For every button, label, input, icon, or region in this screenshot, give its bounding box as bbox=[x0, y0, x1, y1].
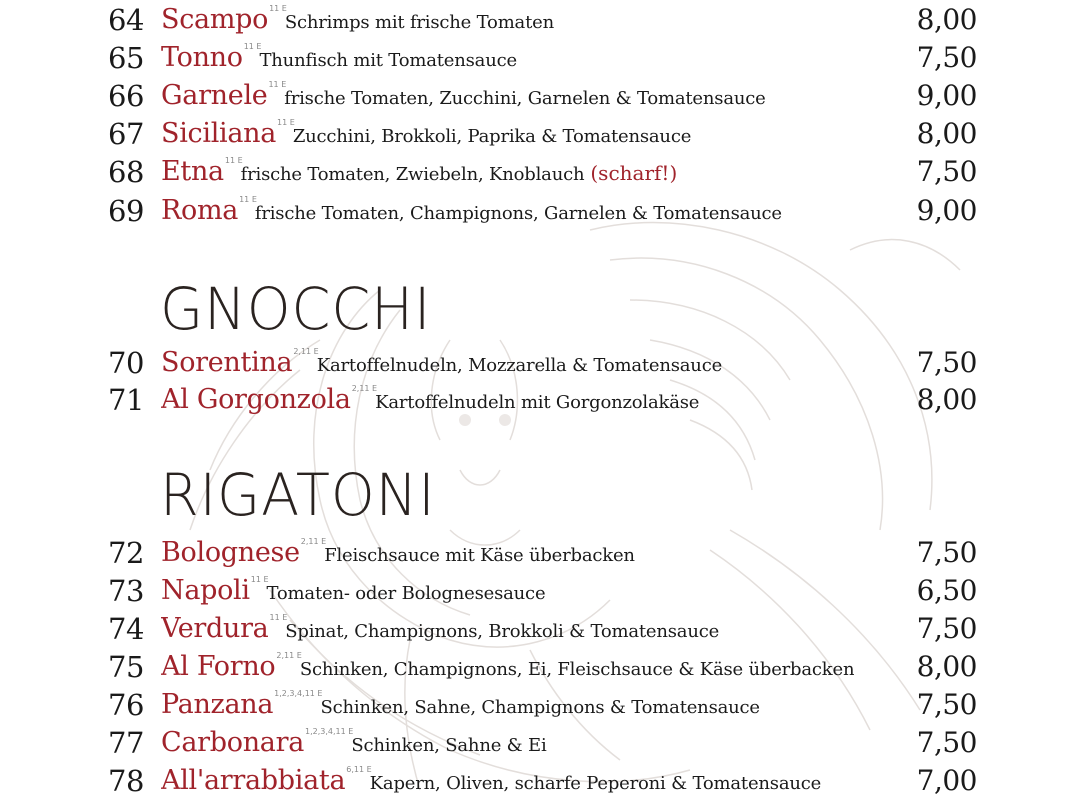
menu-item-row bbox=[0, 762, 1080, 800]
additives-label: 11 E bbox=[239, 195, 257, 204]
dish-description: frische Tomaten, Champignons, Garnelen & Tomatensauce bbox=[254, 203, 782, 224]
dish-description: frische Tomaten, Zwiebeln, Knoblauch bbox=[240, 164, 585, 185]
additives-label: 1,2,3,4,11 E bbox=[305, 727, 354, 736]
dish-name: All'arrabbiata bbox=[161, 765, 346, 796]
item-text bbox=[161, 192, 782, 236]
dish-name: Roma bbox=[161, 195, 239, 226]
dish-description: Zucchini, Brokkoli, Paprika & Tomatensauce bbox=[292, 126, 692, 147]
item-number: 78 bbox=[108, 764, 144, 798]
item-price: 7,50 bbox=[916, 688, 977, 721]
dish-description: Kapern, Oliven, scharfe Peperoni & Tomatensauce bbox=[369, 773, 822, 794]
item-price: 7,50 bbox=[916, 346, 977, 379]
dish-name: Tonno bbox=[161, 42, 243, 73]
additives-label: 2,11 E bbox=[293, 347, 319, 356]
dish-description: frische Tomaten, Zucchini, Garnelen & Tomatensauce bbox=[284, 88, 766, 109]
dish-name: Bolognese bbox=[161, 537, 300, 568]
item-price: 7,50 bbox=[916, 41, 977, 74]
dish-name: Al Gorgonzola bbox=[161, 384, 351, 415]
section-heading-gnocchi: GNOCCHI bbox=[160, 275, 432, 343]
dish-description: Schinken, Champignons, Ei, Fleischsauce & Käse überbacken bbox=[299, 659, 855, 680]
additives-label: 2,11 E bbox=[300, 537, 327, 546]
additives-label: 11 E bbox=[269, 613, 288, 622]
menu-item-row bbox=[0, 77, 1080, 115]
item-number: 74 bbox=[108, 612, 144, 646]
menu-item-row bbox=[0, 39, 1080, 77]
item-number: 64 bbox=[108, 3, 144, 37]
dish-description: Thunfisch mit Tomatensauce bbox=[259, 50, 517, 71]
item-number: 70 bbox=[108, 346, 144, 380]
dish-description: Tomaten- oder Bolognesesauce bbox=[266, 583, 546, 604]
item-number: 77 bbox=[108, 726, 144, 760]
dish-description: Fleischsauce mit Käse überbacken bbox=[324, 545, 635, 566]
menu-item-row bbox=[0, 572, 1080, 610]
dish-description: Schrimps mit frische Tomaten bbox=[284, 12, 554, 33]
item-price: 8,00 bbox=[916, 383, 977, 416]
additives-label: 2,11 E bbox=[351, 384, 378, 393]
item-number: 65 bbox=[108, 41, 144, 75]
additives-label: 11 E bbox=[250, 575, 269, 584]
dish-name: Sorentina bbox=[161, 347, 293, 378]
item-number: 71 bbox=[108, 383, 144, 417]
item-price: 8,00 bbox=[916, 650, 977, 683]
item-price: 9,00 bbox=[916, 194, 977, 227]
menu-item-row bbox=[0, 115, 1080, 153]
item-price: 7,50 bbox=[916, 726, 977, 759]
additives-label: 11 E bbox=[243, 42, 262, 51]
item-text bbox=[161, 762, 821, 806]
item-price: 7,50 bbox=[916, 536, 977, 569]
dish-description: Schinken, Sahne, Champignons & Tomatensauce bbox=[320, 697, 760, 718]
item-price: 7,50 bbox=[916, 155, 977, 188]
additives-label: 11 E bbox=[277, 118, 295, 127]
item-number: 68 bbox=[108, 155, 144, 189]
dish-description: Kartoffelnudeln, Mozzarella & Tomatensauce bbox=[316, 355, 723, 376]
menu-item-row bbox=[0, 344, 1080, 382]
item-number: 67 bbox=[108, 117, 144, 151]
item-price: 8,00 bbox=[916, 117, 977, 150]
spicy-note: (scharf!) bbox=[590, 161, 678, 185]
dish-name: Scampo bbox=[161, 4, 269, 35]
additives-label: 11 E bbox=[268, 80, 287, 89]
menu-item-row bbox=[0, 724, 1080, 762]
item-price: 7,00 bbox=[916, 764, 977, 797]
menu-item-row bbox=[0, 192, 1080, 230]
item-number: 69 bbox=[108, 194, 144, 228]
item-number: 76 bbox=[108, 688, 144, 722]
menu-item-row bbox=[0, 1, 1080, 39]
dish-name: Al Forno bbox=[161, 651, 276, 682]
item-number: 66 bbox=[108, 79, 144, 113]
menu-item-row bbox=[0, 534, 1080, 572]
item-number: 73 bbox=[108, 574, 144, 608]
dish-name: Carbonara bbox=[161, 727, 304, 758]
additives-label: 11 E bbox=[224, 156, 243, 165]
item-price: 8,00 bbox=[916, 3, 977, 36]
dish-description: Schinken, Sahne & Ei bbox=[351, 735, 547, 756]
menu-item-row bbox=[0, 153, 1080, 191]
item-price: 9,00 bbox=[916, 79, 977, 112]
dish-name: Verdura bbox=[161, 613, 269, 644]
additives-label: 6,11 E bbox=[346, 765, 372, 774]
additives-label: 2,11 E bbox=[276, 651, 302, 660]
item-text bbox=[161, 381, 699, 425]
dish-name: Etna bbox=[161, 156, 224, 187]
additives-label: 11 E bbox=[269, 4, 287, 13]
item-price: 7,50 bbox=[916, 612, 977, 645]
menu-item-row bbox=[0, 381, 1080, 419]
item-number: 75 bbox=[108, 650, 144, 684]
item-price: 6,50 bbox=[916, 574, 977, 607]
dish-name: Garnele bbox=[161, 80, 268, 111]
dish-name: Siciliana bbox=[161, 118, 277, 149]
menu-item-row bbox=[0, 610, 1080, 648]
item-text bbox=[161, 153, 677, 197]
menu-item-row bbox=[0, 648, 1080, 686]
dish-name: Napoli bbox=[161, 575, 250, 606]
item-number: 72 bbox=[108, 536, 144, 570]
additives-label: 1,2,3,4,11 E bbox=[274, 689, 323, 698]
dish-description: Spinat, Champignons, Brokkoli & Tomatensauce bbox=[285, 621, 720, 642]
dish-name: Panzana bbox=[161, 689, 274, 720]
section-heading-rigatoni: RIGATONI bbox=[160, 461, 436, 529]
menu-item-row bbox=[0, 686, 1080, 724]
dish-description: Kartoffelnudeln mit Gorgonzolakäse bbox=[375, 392, 700, 413]
